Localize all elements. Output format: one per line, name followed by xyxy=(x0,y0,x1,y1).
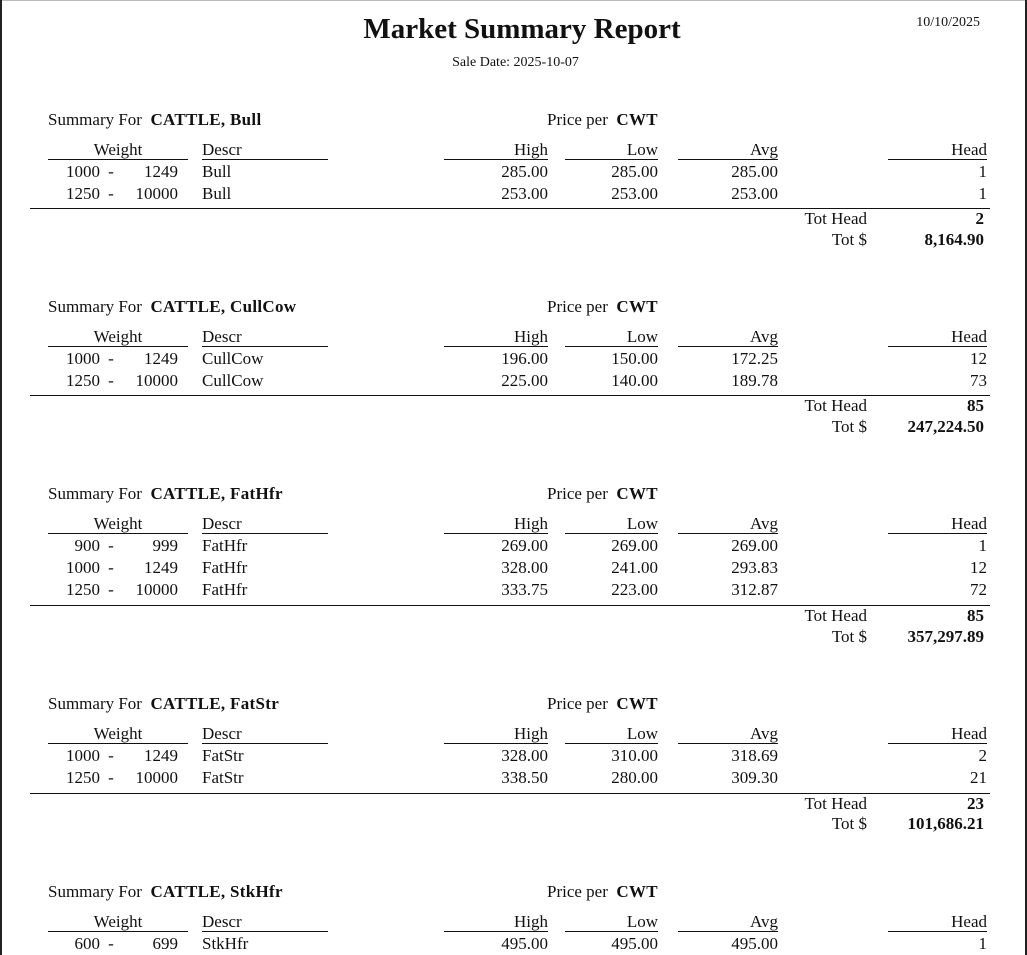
table-row xyxy=(2,371,1027,393)
weight-dash: - xyxy=(108,184,114,203)
summary-section-fatstr xyxy=(2,694,1027,844)
summary-for-label: Summary For CATTLE, FatHfr xyxy=(48,484,283,503)
col-header-avg: Avg xyxy=(678,140,778,160)
col-header-descr: Descr xyxy=(202,912,328,932)
row-descr: FatHfr xyxy=(202,558,248,577)
head-count: 1 xyxy=(978,934,987,953)
row-descr: FatStr xyxy=(202,746,244,765)
category-name: CATTLE, FatHfr xyxy=(150,484,283,503)
weight-low: 1250 xyxy=(66,768,100,787)
table-row xyxy=(2,349,1027,371)
row-descr: FatHfr xyxy=(202,580,248,599)
price-avg: 312.87 xyxy=(731,580,778,599)
price-low: 223.00 xyxy=(611,580,658,599)
tot-head-value: 23 xyxy=(967,794,984,813)
weight-low: 600 xyxy=(74,934,100,953)
table-row xyxy=(2,536,1027,558)
col-header-weight: Weight xyxy=(48,724,188,744)
price-high: 328.00 xyxy=(501,746,548,765)
col-header-avg: Avg xyxy=(678,327,778,347)
weight-high: 10000 xyxy=(135,580,178,599)
table-row xyxy=(2,184,1027,206)
summary-for-label: Summary For CATTLE, FatStr xyxy=(48,694,280,713)
tot-head-value: 2 xyxy=(975,209,984,228)
col-header-low: Low xyxy=(565,724,658,744)
summary-section-bull xyxy=(2,110,1027,260)
price-unit: CWT xyxy=(616,297,658,316)
col-header-head: Head xyxy=(888,912,987,932)
weight-low: 1000 xyxy=(66,162,100,181)
price-low: 140.00 xyxy=(611,371,658,390)
report-title: Market Summary Report xyxy=(363,13,681,45)
price-high: 328.00 xyxy=(501,558,548,577)
tot-head-value: 85 xyxy=(967,396,984,415)
summary-for-label: Summary For CATTLE, Bull xyxy=(48,110,262,129)
weight-dash: - xyxy=(108,371,114,390)
col-header-descr: Descr xyxy=(202,724,328,744)
weight-dash: - xyxy=(108,558,114,577)
price-high: 269.00 xyxy=(501,536,548,555)
head-count: 1 xyxy=(978,162,987,181)
price-high: 285.00 xyxy=(501,162,548,181)
weight-dash: - xyxy=(108,768,114,787)
tot-head-label: Tot Head xyxy=(804,209,867,228)
price-low: 310.00 xyxy=(611,746,658,765)
head-count: 1 xyxy=(978,184,987,203)
price-high: 338.50 xyxy=(501,768,548,787)
weight-dash: - xyxy=(108,746,114,765)
weight-low: 1000 xyxy=(66,558,100,577)
tot-dollar-label: Tot $ xyxy=(831,814,867,833)
col-header-low: Low xyxy=(565,514,658,534)
row-descr: CullCow xyxy=(202,349,264,368)
weight-low: 900 xyxy=(74,536,100,555)
price-low: 241.00 xyxy=(611,558,658,577)
head-count: 2 xyxy=(978,746,987,765)
price-avg: 253.00 xyxy=(731,184,778,203)
head-count: 21 xyxy=(970,768,987,787)
tot-dollar-value: 8,164.90 xyxy=(924,230,984,249)
col-header-weight: Weight xyxy=(48,912,188,932)
col-header-avg: Avg xyxy=(678,724,778,744)
col-header-head: Head xyxy=(888,327,987,347)
table-row xyxy=(2,934,1027,955)
row-descr: Bull xyxy=(202,162,232,181)
weight-dash: - xyxy=(108,162,114,181)
price-low: 280.00 xyxy=(611,768,658,787)
weight-high: 10000 xyxy=(135,371,178,390)
tot-head-label: Tot Head xyxy=(804,794,867,813)
price-low: 269.00 xyxy=(611,536,658,555)
price-avg: 318.69 xyxy=(731,746,778,765)
summary-for-label: Summary For CATTLE, StkHfr xyxy=(48,882,283,901)
price-avg: 285.00 xyxy=(731,162,778,181)
row-descr: FatHfr xyxy=(202,536,248,555)
tot-dollar-label: Tot $ xyxy=(831,627,867,646)
tot-dollar-value: 101,686.21 xyxy=(907,814,984,833)
tot-head-label: Tot Head xyxy=(804,396,867,415)
head-count: 73 xyxy=(970,371,987,390)
row-descr: FatStr xyxy=(202,768,244,787)
price-high: 196.00 xyxy=(501,349,548,368)
weight-dash: - xyxy=(108,934,114,953)
head-count: 1 xyxy=(978,536,987,555)
summary-for-label: Summary For CATTLE, CullCow xyxy=(48,297,297,316)
summary-section-stkhfr xyxy=(2,882,1027,955)
price-unit: CWT xyxy=(616,882,658,901)
table-row xyxy=(2,580,1027,602)
col-header-head: Head xyxy=(888,514,987,534)
col-header-low: Low xyxy=(565,140,658,160)
weight-high: 699 xyxy=(152,934,178,953)
col-header-high: High xyxy=(444,724,548,744)
weight-low: 1250 xyxy=(66,580,100,599)
col-header-descr: Descr xyxy=(202,327,328,347)
price-high: 333.75 xyxy=(501,580,548,599)
price-avg: 189.78 xyxy=(731,371,778,390)
price-high: 253.00 xyxy=(501,184,548,203)
price-low: 253.00 xyxy=(611,184,658,203)
weight-high: 1249 xyxy=(144,162,178,181)
price-avg: 269.00 xyxy=(731,536,778,555)
col-header-low: Low xyxy=(565,327,658,347)
col-header-high: High xyxy=(444,912,548,932)
price-low: 285.00 xyxy=(611,162,658,181)
col-header-weight: Weight xyxy=(48,514,188,534)
tot-dollar-label: Tot $ xyxy=(831,230,867,249)
col-header-head: Head xyxy=(888,724,987,744)
price-low: 495.00 xyxy=(611,934,658,953)
weight-high: 1249 xyxy=(144,746,178,765)
price-avg: 309.30 xyxy=(731,768,778,787)
head-count: 12 xyxy=(970,349,987,368)
top-rule xyxy=(2,0,1025,1)
table-row xyxy=(2,162,1027,184)
weight-low: 1250 xyxy=(66,371,100,390)
col-header-weight: Weight xyxy=(48,140,188,160)
weight-dash: - xyxy=(108,580,114,599)
head-count: 12 xyxy=(970,558,987,577)
price-avg: 495.00 xyxy=(731,934,778,953)
tot-dollar-label: Tot $ xyxy=(831,417,867,436)
summary-section-cullcow xyxy=(2,297,1027,447)
summary-section-fathfr xyxy=(2,484,1027,654)
weight-low: 1000 xyxy=(66,746,100,765)
row-descr: CullCow xyxy=(202,371,264,390)
price-per-label: Price per CWT xyxy=(547,882,658,901)
price-unit: CWT xyxy=(616,484,658,503)
category-name: CATTLE, FatStr xyxy=(150,694,280,713)
category-name: CATTLE, StkHfr xyxy=(150,882,283,901)
weight-dash: - xyxy=(108,536,114,555)
print-date: 10/10/2025 xyxy=(916,15,980,30)
weight-high: 1249 xyxy=(144,558,178,577)
col-header-high: High xyxy=(444,140,548,160)
row-descr: StkHfr xyxy=(202,934,249,953)
price-per-label: Price per CWT xyxy=(547,484,658,503)
tot-head-value: 85 xyxy=(967,606,984,625)
col-header-high: High xyxy=(444,327,548,347)
weight-low: 1000 xyxy=(66,349,100,368)
col-header-descr: Descr xyxy=(202,140,328,160)
col-header-avg: Avg xyxy=(678,912,778,932)
weight-high: 10000 xyxy=(135,184,178,203)
table-row xyxy=(2,768,1027,790)
weight-high: 999 xyxy=(152,536,178,555)
col-header-descr: Descr xyxy=(202,514,328,534)
sale-date: Sale Date: 2025-10-07 xyxy=(452,55,579,70)
weight-high: 1249 xyxy=(144,349,178,368)
price-per-label: Price per CWT xyxy=(547,110,658,129)
tot-head-label: Tot Head xyxy=(804,606,867,625)
table-row xyxy=(2,746,1027,768)
price-per-label: Price per CWT xyxy=(547,694,658,713)
category-name: CATTLE, CullCow xyxy=(150,297,297,316)
weight-low: 1250 xyxy=(66,184,100,203)
table-row xyxy=(2,558,1027,580)
tot-dollar-value: 357,297.89 xyxy=(907,627,984,646)
col-header-low: Low xyxy=(565,912,658,932)
price-unit: CWT xyxy=(616,110,658,129)
weight-high: 10000 xyxy=(135,768,178,787)
price-high: 225.00 xyxy=(501,371,548,390)
col-header-avg: Avg xyxy=(678,514,778,534)
row-descr: Bull xyxy=(202,184,232,203)
price-avg: 172.25 xyxy=(731,349,778,368)
price-avg: 293.83 xyxy=(731,558,778,577)
tot-dollar-value: 247,224.50 xyxy=(907,417,984,436)
head-count: 72 xyxy=(970,580,987,599)
price-unit: CWT xyxy=(616,694,658,713)
col-header-high: High xyxy=(444,514,548,534)
price-low: 150.00 xyxy=(611,349,658,368)
category-name: CATTLE, Bull xyxy=(150,110,262,129)
price-per-label: Price per CWT xyxy=(547,297,658,316)
price-high: 495.00 xyxy=(501,934,548,953)
col-header-weight: Weight xyxy=(48,327,188,347)
col-header-head: Head xyxy=(888,140,987,160)
weight-dash: - xyxy=(108,349,114,368)
